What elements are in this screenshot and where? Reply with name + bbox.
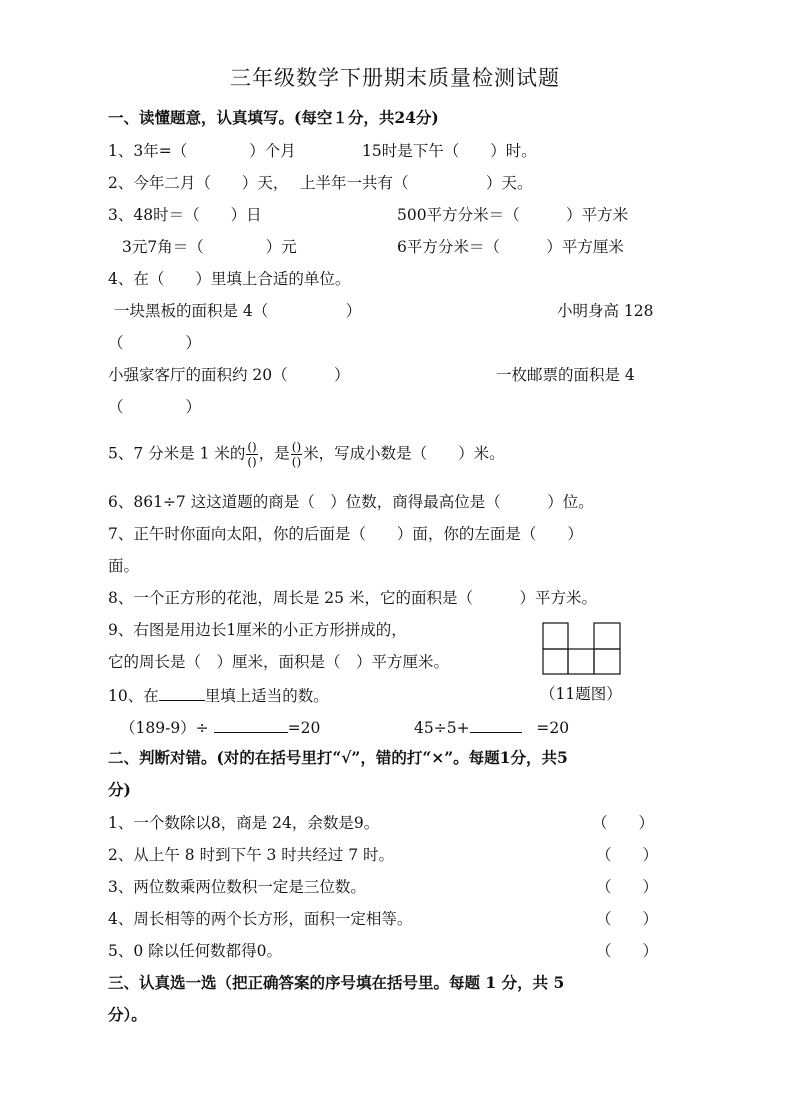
judge-item-2: 2、从上午 8 时到下午 3 时共经过 7 时。 (108, 846, 395, 864)
question-2a: 2、今年二月（ ）天， (108, 174, 289, 192)
grid-square-bottom-2 (568, 649, 594, 674)
question-9b: 它的周长是（ ）厘米，面积是（ ）平方厘米。 (108, 653, 450, 671)
page-title: 三年级数学下册期末质量检测试题 (230, 66, 560, 90)
question-5-prefix: 5、7 分米是 1 米的 (108, 444, 246, 463)
question-2b: 上半年一共有（ ）天。 (300, 174, 533, 192)
square-grid-figure (542, 622, 621, 675)
question-8: 8、一个正方形的花池，周长是 25 米，它的面积是（ ）平方米。 (108, 589, 597, 607)
question-5 (108, 440, 505, 469)
judge-item-3-paren: （ ） (596, 878, 659, 896)
fraction-1-numerator: () (247, 440, 257, 454)
question-3c: 3元7角＝（ ）元 (122, 238, 297, 256)
question-7-continued: 面。 (108, 557, 140, 575)
judge-item-3: 3、两位数乘两位数积一定是三位数。 (108, 878, 366, 896)
question-4a: 一块黑板的面积是 4（ ） (114, 302, 362, 320)
judge-item-5-paren: （ ） (596, 942, 659, 960)
square-grid-svg (542, 622, 621, 675)
fraction-1 (246, 440, 257, 469)
question-4b-paren: （ ） (108, 334, 202, 352)
grid-square-bottom-3 (594, 649, 620, 674)
question-4d: 一枚邮票的面积是 4 (496, 366, 635, 384)
question-4c: 小强家客厅的面积约 20（ ） (108, 366, 350, 384)
question-10a-blank (214, 716, 288, 733)
judge-item-4: 4、周长相等的两个长方形，面积一定相等。 (108, 910, 413, 928)
grid-square-top-1 (543, 623, 568, 649)
section2-heading: 二、判断对错。(对的在括号里打“√”，错的打“×”。每题1分，共5 (108, 748, 568, 767)
fraction-2-denominator: () (291, 455, 302, 469)
judge-item-2-paren: （ ） (596, 846, 659, 864)
question-3b: 500平方分米＝（ ）平方米 (397, 206, 629, 224)
question-4b: 小明身高 128 (557, 302, 654, 320)
question-10a (120, 716, 320, 738)
question-7: 7、正午时你面向太阳，你的后面是（ ）面，你的左面是（ ） (108, 525, 583, 543)
question-5-middle: ，是 (258, 444, 290, 463)
grid-square-bottom-1 (543, 649, 568, 674)
question-6: 6、861÷7 这这道题的商是（ ）位数，商得最高位是（ ）位。 (108, 493, 594, 511)
fraction-2 (291, 440, 302, 469)
section3-heading: 三、认真选一选（把正确答案的序号填在括号里。每题 1 分，共 5 (108, 973, 565, 992)
question-5-suffix: 米，写成小数是（ ）米。 (303, 444, 505, 463)
question-10a-prefix: （189-9）÷ (120, 719, 209, 737)
section1-heading: 一、读懂题意，认真填写。(每空１分，共24分) (108, 108, 439, 127)
grid-square-top-3 (594, 623, 620, 649)
question-4d-paren: （ ） (108, 398, 202, 416)
judge-item-4-paren: （ ） (596, 910, 659, 928)
question-10-suffix: 里填上适当的数。 (204, 687, 329, 705)
figure-caption: （11题图） (540, 685, 622, 703)
question-3a: 3、48时＝（ ）日 (108, 206, 262, 224)
question-10a-suffix: =20 (287, 719, 321, 737)
question-10b-prefix: 45÷5+ (414, 719, 470, 737)
fraction-1-denominator: () (247, 455, 257, 469)
judge-item-5: 5、0 除以任何数都得0。 (108, 942, 283, 960)
question-10-prefix: 10、在 (108, 687, 159, 705)
section3-heading-continued: 分）。 (108, 1005, 147, 1024)
question-10b (414, 716, 569, 738)
question-10b-suffix: =20 (536, 719, 570, 737)
question-1a: 1、3年=（ ）个月 (108, 142, 296, 160)
question-1b: 15时是下午（ ）时。 (362, 142, 537, 160)
question-10 (108, 684, 329, 706)
question-9a: 9、右图是用边长1厘米的小正方形拼成的， (108, 621, 407, 639)
question-10-blank (159, 684, 205, 701)
section2-heading-continued: 分) (108, 780, 131, 799)
judge-item-1: 1、一个数除以8，商是 24，余数是9。 (108, 814, 380, 832)
judge-item-1-paren: （ ） (592, 814, 655, 832)
question-10b-blank (470, 716, 522, 733)
question-3d: 6平方分米＝（ ）平方厘米 (397, 238, 624, 256)
fraction-2-numerator: () (291, 440, 302, 454)
question-4: 4、在（ ）里填上合适的单位。 (108, 270, 351, 288)
